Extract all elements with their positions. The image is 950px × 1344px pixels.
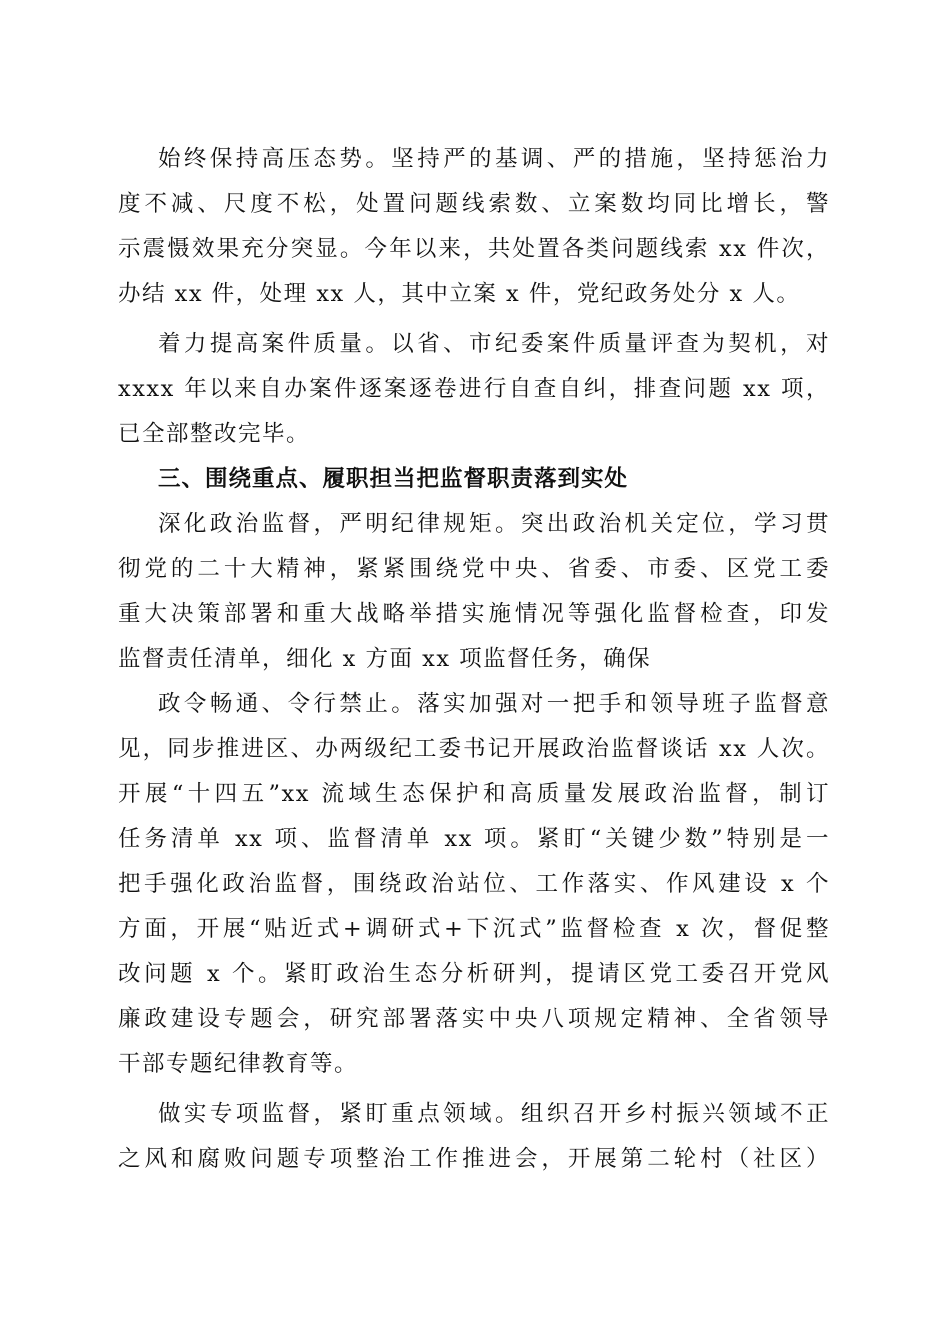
paragraph-1-line-1: 始终保持高压态势。坚持严的基调、严的措施，坚持惩治力 <box>158 146 830 172</box>
paragraph-4-line-3: 开展“十四五”xx 流域生态保护和高质量发展政治监督，制订 <box>118 781 830 807</box>
paragraph-3-line-2: 彻党的二十大精神，紧紧围绕党中央、省委、市委、区党工委 <box>118 556 830 582</box>
paragraph-4-line-5: 把手强化政治监督，围绕政治站位、工作落实、作风建设 x 个 <box>118 871 830 897</box>
paragraph-4-line-9: 干部专题纪律教育等。 <box>118 1051 359 1077</box>
paragraph-2-line-2: xxxx 年以来自办案件逐案逐卷进行自查自纠，排查问题 xx 项， <box>118 376 830 402</box>
paragraph-2-line-1: 着力提高案件质量。以省、市纪委案件质量评查为契机，对 <box>158 331 830 357</box>
paragraph-1-line-3: 示震慑效果充分突显。今年以来，共处置各类问题线索 xx 件次， <box>118 236 830 262</box>
paragraph-3-line-4: 监督责任清单，细化 x 方面 xx 项监督任务，确保 <box>118 646 652 672</box>
paragraph-2-line-3: 已全部整改完毕。 <box>118 421 311 447</box>
paragraph-1-line-2: 度不减、尺度不松，处置问题线索数、立案数均同比增长，警 <box>118 191 830 217</box>
section-heading: 三、围绕重点、履职担当把监督职责落到实处 <box>158 466 629 492</box>
paragraph-4-line-4: 任务清单 xx 项、监督清单 xx 项。紧盯“关键少数”特别是一 <box>118 826 830 852</box>
paragraph-3-line-1: 深化政治监督，严明纪律规矩。突出政治机关定位，学习贯 <box>158 511 830 537</box>
paragraph-1-line-4: 办结 xx 件，处理 xx 人，其中立案 x 件，党纪政务处分 x 人。 <box>118 281 801 307</box>
paragraph-4-line-6: 方面，开展“贴近式+调研式+下沉式”监督检查 x 次，督促整 <box>118 916 830 942</box>
paragraph-4-line-7: 改问题 x 个。紧盯政治生态分析研判，提请区党工委召开党风 <box>118 961 830 987</box>
paragraph-5-line-2: 之风和腐败问题专项整治工作推进会，开展第二轮村（社区） <box>118 1146 830 1172</box>
paragraph-5-line-1: 做实专项监督，紧盯重点领域。组织召开乡村振兴领域不正 <box>158 1101 830 1127</box>
paragraph-3-line-3: 重大决策部署和重大战略举措实施情况等强化监督检查，印发 <box>118 601 830 627</box>
paragraph-4-line-2: 见，同步推进区、办两级纪工委书记开展政治监督谈话 xx 人次。 <box>118 736 830 762</box>
paragraph-4-line-8: 廉政建设专题会，研究部署落实中央八项规定精神、全省领导 <box>118 1006 830 1032</box>
paragraph-4-line-1: 政令畅通、令行禁止。落实加强对一把手和领导班子监督意 <box>158 691 830 717</box>
